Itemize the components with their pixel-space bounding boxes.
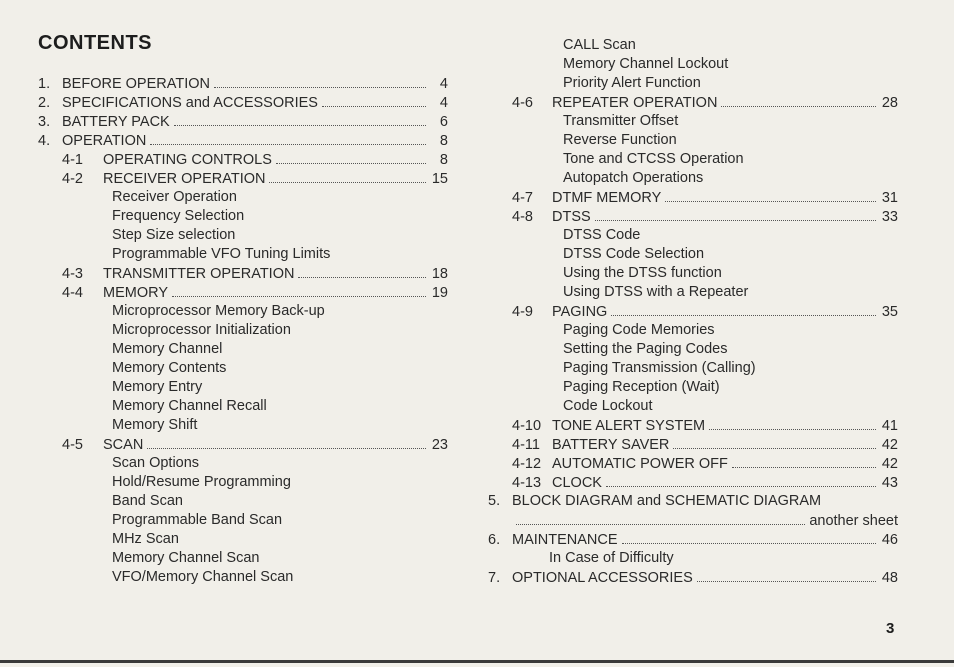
toc-entry [62,169,448,188]
toc-entry [112,549,448,568]
toc-entry [563,283,898,302]
toc-entry [112,359,448,378]
toc-entry-title: DTSS [552,209,591,225]
toc-entry-title: Using DTSS with a Repeater [563,284,749,300]
toc-entry-page: 23 [431,437,448,453]
toc-entry-title: SCAN [103,437,144,453]
toc-entry-title: MHz Scan [112,531,179,547]
dot-leader [673,435,876,449]
toc-entry [38,74,448,93]
toc-entry-title: VFO/Memory Channel Scan [112,569,294,585]
toc-entry-page: 8 [439,133,448,149]
toc-entry [38,112,448,131]
toc-entry-title: Step Size selection [112,227,236,243]
toc-entry-page: 15 [431,171,448,187]
toc-entry-number: 7. [488,570,501,586]
toc-entry-page: 18 [431,266,448,282]
toc-entry [112,397,448,416]
toc-entry-title: OPTIONAL ACCESSORIES [512,570,693,586]
toc-entry-title: Microprocessor Memory Back-up [112,303,325,319]
toc-entry [512,416,898,435]
toc-entry [62,283,448,302]
toc-entry [112,188,448,207]
toc-entry-title: Tone and CTCSS Operation [563,151,744,167]
toc-entry-number: 5. [488,493,501,509]
toc-entry-title: Programmable Band Scan [112,512,283,528]
toc-entry-number: 4-1 [62,152,83,168]
toc-entry-title: MAINTENANCE [512,532,618,548]
dot-leader [606,473,876,487]
toc-entry [563,245,898,264]
toc-entry-page: 43 [881,475,898,491]
toc-entry-number: 4-4 [62,285,83,301]
toc-entry [112,568,448,587]
toc-entry [112,416,448,435]
toc-entry-title: BEFORE OPERATION [62,76,210,92]
toc-entry-title: Frequency Selection [112,208,245,224]
toc-entry [563,169,898,188]
toc-entry-number: 4-12 [512,456,542,472]
toc-entry-title: Memory Channel Lockout [563,56,729,72]
dot-leader [172,283,426,297]
toc-entry [112,530,448,549]
dot-leader [697,568,876,582]
toc-entry-title: TONE ALERT SYSTEM [552,418,706,434]
toc-entry-number: 4-3 [62,266,83,282]
toc-entry-page: 42 [881,437,898,453]
toc-entry [488,530,898,549]
toc-entry-title: CALL Scan [563,37,636,53]
dot-leader [269,169,426,183]
toc-entry-title: Setting the Paging Codes [563,341,728,357]
toc-entry-title: DTSS Code Selection [563,246,705,262]
toc-entry-number: 4-10 [512,418,542,434]
toc-entry [512,435,898,454]
toc-entry-number: 4-7 [512,190,533,206]
toc-entry [512,188,898,207]
toc-entry-number: 1. [38,76,51,92]
toc-entry-title: Microprocessor Initialization [112,322,291,338]
toc-entry-page: 19 [431,285,448,301]
toc-entry-title: Memory Shift [112,417,198,433]
toc-entry-number: 3. [38,114,51,130]
toc-entry-title: Memory Channel Scan [112,550,260,566]
toc-entry [38,131,448,150]
toc-entry-title: Receiver Operation [112,189,237,205]
toc-entry [512,454,898,473]
toc-entry-title: TRANSMITTER OPERATION [103,266,295,282]
toc-entry [563,397,898,416]
toc-entry [488,492,898,511]
toc-entry [563,112,898,131]
toc-entry-title: MEMORY [103,285,168,301]
toc-entry [62,435,448,454]
toc-entry-number: 2. [38,95,51,111]
toc-entry [563,340,898,359]
dot-leader [611,302,876,316]
toc-entry-number: 4-5 [62,437,83,453]
toc-entry-title: CLOCK [552,475,602,491]
dot-leader [174,112,426,126]
page-number: 3 [886,620,895,637]
dot-leader [298,264,426,278]
toc-entry [563,150,898,169]
toc-entry [563,264,898,283]
dot-leader [322,93,426,107]
toc-entry-title: Band Scan [112,493,183,509]
toc-entry [563,74,898,93]
dot-leader [214,74,426,88]
dot-leader [622,530,876,544]
toc-entry-title: Programmable VFO Tuning Limits [112,246,331,262]
dot-leader [516,511,805,525]
toc-entry-page: 41 [881,418,898,434]
toc-entry-title: REPEATER OPERATION [552,95,718,111]
toc-entry-number: 4-9 [512,304,533,320]
toc-entry-title: AUTOMATIC POWER OFF [552,456,728,472]
toc-entry [112,511,448,530]
dot-leader [709,416,876,430]
dot-leader [147,435,426,449]
toc-entry-title: Priority Alert Function [563,75,701,91]
toc-entry-page: 35 [881,304,898,320]
toc-entry [512,302,898,321]
toc-entry-number: 4-6 [512,95,533,111]
toc-entry-page: 6 [439,114,448,130]
toc-entry [549,549,898,568]
toc-entry-page: 4 [439,95,448,111]
toc-entry-number: 6. [488,532,501,548]
toc-entry [512,93,898,112]
toc-entry-page: 31 [881,190,898,206]
bottom-rule [0,660,954,663]
toc-entry [112,207,448,226]
toc-entry-title: Scan Options [112,455,200,471]
toc-entry-number: 4-11 [512,437,540,453]
toc-entry-page: 33 [881,209,898,225]
toc-entry-title: DTMF MEMORY [552,190,662,206]
toc-entry [512,473,898,492]
toc-entry-page: 46 [881,532,898,548]
toc-entry-title: PAGING [552,304,608,320]
toc-entry [563,55,898,74]
toc-entry-page: 48 [881,570,898,586]
dot-leader [721,93,876,107]
toc-entry [563,378,898,397]
toc-entry [112,245,448,264]
toc-entry-page: 8 [439,152,448,168]
toc-entry [62,150,448,169]
toc-entry-title: Memory Channel [112,341,223,357]
toc-entry-title: Reverse Function [563,132,677,148]
toc-entry [512,511,898,530]
toc-entry [112,340,448,359]
toc-entry-title: Paging Reception (Wait) [563,379,720,395]
toc-entry [512,207,898,226]
toc-entry-number: 4-8 [512,209,533,225]
toc-entry-title: Transmitter Offset [563,113,679,129]
toc-entry-title: Hold/Resume Programming [112,474,291,490]
contents-heading: CONTENTS [38,32,152,54]
toc-entry-page: another sheet [809,513,898,529]
toc-entry-title: BATTERY SAVER [552,437,670,453]
dot-leader [150,131,426,145]
toc-entry [112,302,448,321]
toc-entry [563,36,898,55]
toc-entry [112,492,448,511]
toc-entry [563,359,898,378]
toc-entry-title: In Case of Difficulty [549,550,674,566]
toc-entry-title: BATTERY PACK [62,114,170,130]
toc-entry-title: BLOCK DIAGRAM and SCHEMATIC DIAGRAM [512,493,822,509]
toc-entry-number: 4-13 [512,475,542,491]
toc-entry-page: 28 [881,95,898,111]
toc-entry [112,473,448,492]
toc-entry [112,454,448,473]
toc-entry-number: 4. [38,133,51,149]
toc-entry [563,226,898,245]
toc-entry-page: 4 [439,76,448,92]
toc-entry-title: Paging Transmission (Calling) [563,360,756,376]
toc-entry-page: 42 [881,456,898,472]
dot-leader [732,454,876,468]
dot-leader [665,188,876,202]
toc-entry-title: Code Lockout [563,398,653,414]
toc-entry [38,93,448,112]
toc-entry [62,264,448,283]
toc-entry-title: OPERATING CONTROLS [103,152,272,168]
toc-entry-title: Paging Code Memories [563,322,715,338]
toc-entry-title: DTSS Code [563,227,641,243]
toc-entry [112,321,448,340]
toc-entry [563,321,898,340]
toc-entry-title: Autopatch Operations [563,170,704,186]
toc-entry-title: SPECIFICATIONS and ACCESSORIES [62,95,318,111]
toc-entry-number: 4-2 [62,171,83,187]
toc-entry [563,131,898,150]
dot-leader [595,207,876,221]
toc-entry [112,378,448,397]
toc-entry-title: Memory Contents [112,360,227,376]
toc-entry-title: OPERATION [62,133,147,149]
dot-leader [276,150,426,164]
toc-entry-title: Using the DTSS function [563,265,722,281]
toc-entry-title: Memory Channel Recall [112,398,267,414]
toc-entry-title: Memory Entry [112,379,203,395]
toc-entry [112,226,448,245]
toc-entry-title: RECEIVER OPERATION [103,171,266,187]
toc-entry [488,568,898,587]
